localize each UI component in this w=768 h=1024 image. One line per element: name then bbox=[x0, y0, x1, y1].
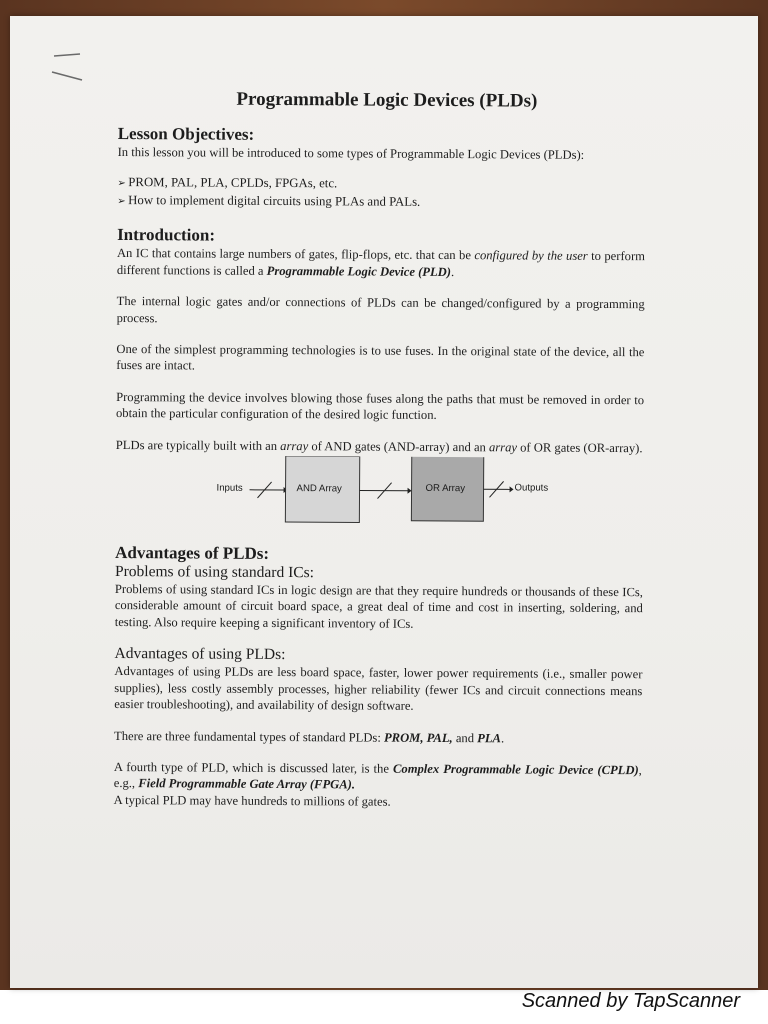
objectives-heading: Lesson Objectives: bbox=[117, 123, 255, 144]
page-title: Programmable Logic Devices (PLDs) bbox=[236, 88, 538, 112]
pen-mark-icon bbox=[50, 46, 100, 86]
advantages-heading: Advantages of PLDs: bbox=[115, 543, 270, 563]
inputs-label: Inputs bbox=[216, 482, 243, 494]
outputs-label: Outputs bbox=[514, 482, 549, 494]
page-content bbox=[114, 88, 646, 811]
intro-paragraph-1: An IC that contains large numbers of gates, flip-flops, etc. that can be configured by the user to perform different functions is called a Programmable Logic Device (PLD). bbox=[116, 246, 646, 279]
scanner-watermark: Scanned by TapScanner bbox=[521, 990, 740, 1012]
intro-paragraph-5: PLDs are typically built with an array of AND gates (AND-array) and an array of OR gates (OR-array). bbox=[115, 437, 643, 455]
pld-types-paragraph: There are three fundamental types of standard PLDs: PROM, PAL, and PLA. bbox=[114, 728, 505, 745]
problems-subheading: Problems of using standard ICs: bbox=[114, 563, 315, 582]
intro-paragraph-4: Programming the device involves blowing those fuses along the paths that must be removed in order to obtain the particular configuration of the desired logic function. bbox=[115, 389, 645, 423]
and-array-label: AND Array bbox=[296, 483, 342, 495]
problems-paragraph: Problems of using standard ICs in logic design are that they require hundreds or thousands of these ICs, considerable amount of circuit board space, a great deal of time and cost in inserting, soldering, and testing. Also require keeping a significant inventory of ICs. bbox=[114, 582, 643, 631]
block-diagram-graphic bbox=[115, 455, 643, 538]
intro-paragraph-3: One of the simplest programming technologies is to use fuses. In the original state of the device, all the fuses are intact. bbox=[116, 342, 645, 373]
objectives-intro: In this lesson you will be introduced to some types of Programmable Logic Devices (PLDs): bbox=[117, 144, 585, 162]
pld-block-diagram bbox=[115, 455, 643, 538]
objectives-list bbox=[117, 174, 645, 213]
advantages-paragraph: Advantages of using PLDs are less board space, faster, lower power requirements (i.e., smaller power supplies), less costly assembly processes, higher reliability (fewer ICs and circuit connections means easier troubleshooting), and availability of design software. bbox=[114, 664, 643, 713]
list-item: ➢ PROM, PAL, PLA, CPLDs, FPGAs, etc. bbox=[117, 174, 645, 195]
or-array-label: OR Array bbox=[425, 482, 466, 495]
introduction-heading: Introduction: bbox=[117, 225, 216, 246]
intro-paragraph-2: The internal logic gates and/or connections of PLDs can be changed/configured by a programming process. bbox=[116, 294, 645, 325]
cpld-paragraph: A fourth type of PLD, which is discussed later, is the Complex Programmable Logic Device (CPLD), e.g., Field Programmable Gate Array (FPGA). A typical PLD may have hundreds to millions of gates. bbox=[113, 759, 642, 809]
list-item: ➢ How to implement digital circuits using PLAs and PALs. bbox=[117, 192, 645, 213]
advantages-subheading: Advantages of using PLDs: bbox=[114, 645, 286, 664]
